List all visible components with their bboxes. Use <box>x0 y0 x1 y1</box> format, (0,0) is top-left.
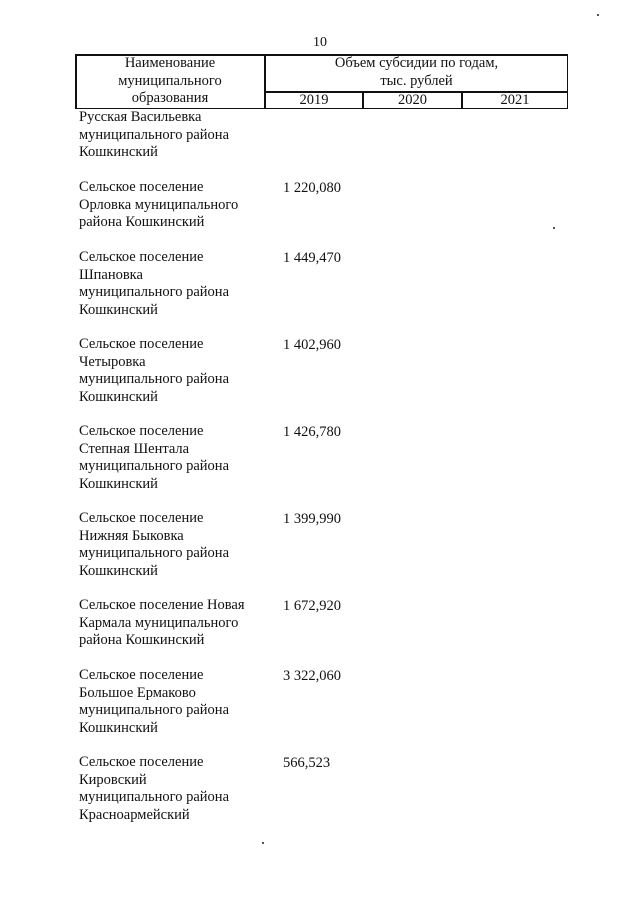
subsidy-2019: 1 672,920 <box>283 598 341 614</box>
scan-speck <box>597 14 599 16</box>
header-year-2020: 2020 <box>398 91 427 108</box>
table-row <box>79 423 568 510</box>
name-line: Сельское поселение <box>79 179 204 195</box>
subsidy-2019: 1 399,990 <box>283 511 341 527</box>
header-volume-line: тыс. рублей <box>380 72 453 89</box>
table-row <box>79 109 568 179</box>
name-line: муниципального района <box>79 126 229 143</box>
header-name-label <box>75 55 265 108</box>
name-line: муниципального района <box>79 458 229 474</box>
name-line: муниципального района <box>79 702 229 718</box>
header-volume-label <box>265 55 568 90</box>
table-row <box>79 179 568 249</box>
name-line: Сельское поселение Новая <box>79 597 245 613</box>
name-line: Сельское поселение <box>79 423 204 439</box>
name-line: Кошкинский <box>79 475 158 492</box>
scan-speck <box>553 227 555 229</box>
name-line: Сельское поселение <box>79 754 204 770</box>
header-year-2019: 2019 <box>299 91 329 108</box>
table-row <box>79 754 568 824</box>
name-line: Большое Ермаково <box>79 684 196 701</box>
subsidy-2019: 3 322,060 <box>283 668 341 684</box>
name-line: района Кошкинский <box>79 632 205 648</box>
name-line: Шпановка <box>79 266 143 283</box>
name-line: Кошкинский <box>79 144 158 160</box>
name-line: Кошкинский <box>79 719 158 736</box>
table-row <box>79 597 568 667</box>
municipality-name <box>79 510 269 580</box>
name-line: Кошкинский <box>79 301 158 318</box>
name-line: района Кошкинский <box>79 214 205 230</box>
name-line: Сельское поселение <box>79 336 204 352</box>
table-header <box>75 54 568 109</box>
subsidy-2019: 566,523 <box>283 755 331 771</box>
municipality-name <box>79 249 269 319</box>
name-line: Красноармейский <box>79 806 190 823</box>
name-line: Кошкинский <box>79 562 158 579</box>
name-line: Нижняя Быковка <box>79 527 184 544</box>
municipality-name <box>79 597 269 650</box>
name-line: муниципального района <box>79 545 229 561</box>
subsidy-2019: 1 426,780 <box>283 424 341 440</box>
subsidy-2019: 1 402,960 <box>283 337 341 353</box>
table-body <box>79 109 568 824</box>
name-line: Русская Васильевка <box>79 109 202 125</box>
header-volume-line: Объем субсидии по годам, <box>334 55 499 71</box>
municipality-name <box>79 754 269 824</box>
name-line: Кировский <box>79 771 147 788</box>
municipality-name <box>79 336 269 406</box>
name-line: Сельское поселение <box>79 510 204 526</box>
municipality-name <box>79 109 269 162</box>
name-line: Сельское поселение <box>79 667 204 683</box>
municipality-name <box>79 423 269 493</box>
name-line: Кошкинский <box>79 388 158 405</box>
header-name-line: Наименование <box>124 55 216 71</box>
header-name-line: образования <box>131 90 209 106</box>
name-line: муниципального района <box>79 284 229 300</box>
scan-speck <box>262 842 264 844</box>
name-line: Степная Шентала <box>79 440 190 457</box>
name-line: Четыровка <box>79 353 146 370</box>
municipality-name <box>79 667 269 737</box>
municipality-name <box>79 179 269 232</box>
name-line: Орловка муниципального <box>79 196 239 213</box>
table-row <box>79 667 568 754</box>
table-row <box>79 510 568 597</box>
table-row <box>79 336 568 423</box>
name-line: Сельское поселение <box>79 249 204 265</box>
name-line: Кармала муниципального <box>79 614 239 631</box>
header-year-2021: 2021 <box>500 91 530 108</box>
page-number: 10 <box>313 35 327 50</box>
table-row <box>79 249 568 336</box>
header-name-line: муниципального <box>118 72 222 89</box>
subsidy-2019: 1 220,080 <box>283 180 341 196</box>
name-line: муниципального района <box>79 789 229 805</box>
subsidy-2019: 1 449,470 <box>283 250 341 266</box>
name-line: муниципального района <box>79 371 229 387</box>
